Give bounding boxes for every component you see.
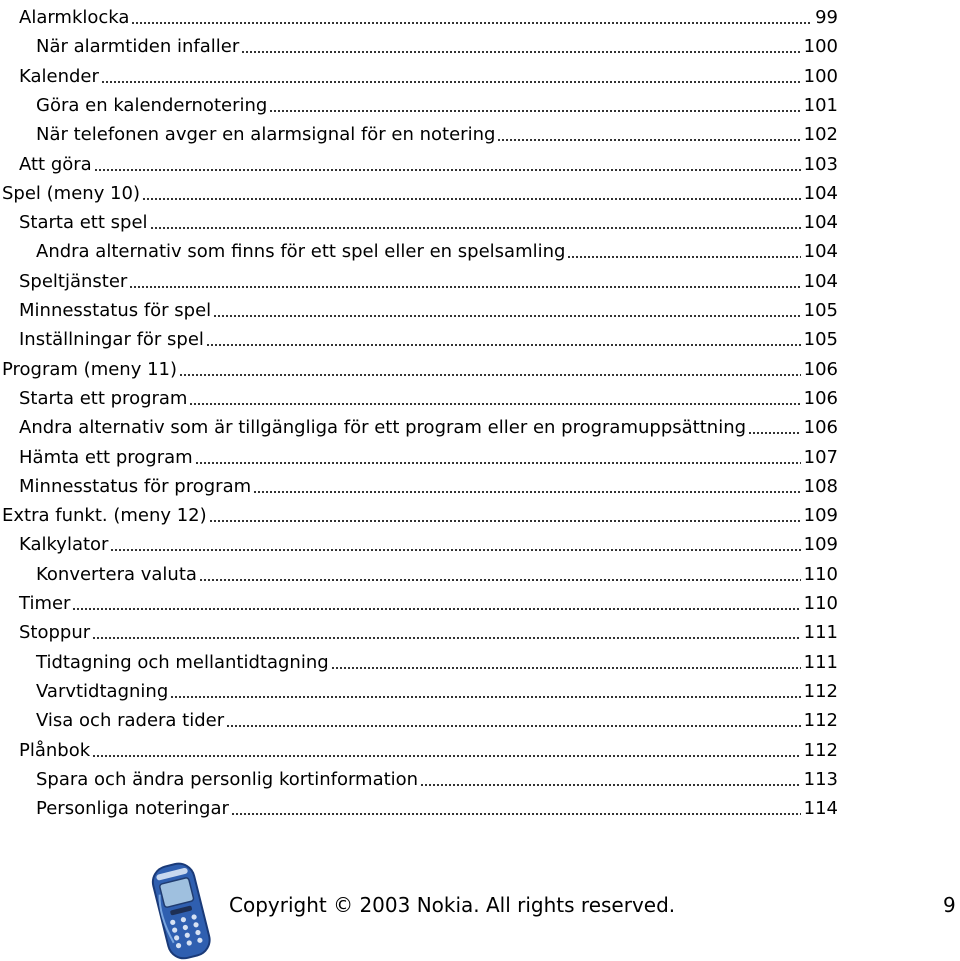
toc-entry bbox=[36, 703, 838, 732]
toc-entry-title: Visa och radera tider bbox=[36, 710, 225, 732]
toc-entry-title: Personliga noteringar bbox=[36, 798, 229, 820]
toc-entry-title: Andra alternativ som är tillgängliga för ett program eller en programuppsättning bbox=[19, 417, 747, 439]
toc-entry-page: 105 bbox=[803, 329, 838, 351]
dot-leader bbox=[189, 403, 800, 405]
toc-entry bbox=[19, 0, 838, 29]
toc-entry-page: 110 bbox=[803, 593, 838, 614]
toc-entry-title: Timer bbox=[19, 593, 71, 614]
toc-entry-title: Starta ett program bbox=[19, 387, 188, 409]
toc-entry-title: Alarmklocka bbox=[19, 7, 130, 28]
dot-leader bbox=[110, 549, 800, 551]
dot-leader bbox=[92, 755, 800, 757]
toc-entry-title: När alarmtiden infaller bbox=[36, 36, 240, 58]
toc-entry-title: Starta ett spel bbox=[19, 212, 148, 234]
page-footer bbox=[0, 860, 960, 961]
toc-entry bbox=[19, 733, 838, 762]
toc-entry-title: Att göra bbox=[19, 153, 92, 175]
toc-entry-page: 106 bbox=[803, 417, 838, 439]
toc-entry bbox=[2, 498, 838, 527]
copyright-notice: Copyright © 2003 Nokia. All rights reserved. bbox=[229, 893, 676, 917]
dot-leader bbox=[748, 432, 801, 434]
dot-leader bbox=[179, 374, 801, 376]
toc-entry bbox=[19, 615, 838, 644]
toc-entry bbox=[19, 410, 838, 439]
toc-entry-page: 112 bbox=[803, 739, 838, 761]
toc-entry-title: Konvertera valuta bbox=[36, 563, 197, 585]
toc-entry-title: Varvtidtagning bbox=[36, 680, 169, 702]
dot-leader bbox=[420, 784, 801, 786]
toc-entry-title: Hämta ett program bbox=[19, 446, 193, 468]
toc-entry-page: 99 bbox=[815, 7, 838, 28]
toc-entry-title: Speltjänster bbox=[19, 270, 128, 292]
dot-leader bbox=[129, 286, 800, 288]
toc-entry-page: 100 bbox=[803, 65, 838, 87]
dot-leader bbox=[269, 110, 800, 112]
toc-entry bbox=[36, 762, 838, 791]
toc-entry bbox=[36, 674, 838, 703]
toc-entry bbox=[19, 469, 838, 498]
page-number: 9 bbox=[943, 893, 956, 917]
toc-entry bbox=[36, 557, 838, 586]
dot-leader bbox=[226, 725, 801, 727]
toc-entry bbox=[19, 586, 838, 615]
dot-leader bbox=[199, 579, 801, 581]
dot-leader bbox=[195, 462, 801, 464]
toc-entry-title: Inställningar för spel bbox=[19, 329, 204, 351]
toc-entry-page: 109 bbox=[803, 505, 838, 527]
dot-leader bbox=[253, 491, 801, 493]
toc-entry-title: Program (meny 11) bbox=[2, 358, 178, 380]
dot-leader bbox=[209, 520, 801, 522]
dot-leader bbox=[206, 344, 801, 346]
nokia-phone-image bbox=[146, 860, 216, 961]
dot-leader bbox=[567, 256, 800, 258]
toc-entry-page: 104 bbox=[803, 270, 838, 292]
toc-entry-title: Minnesstatus för spel bbox=[19, 300, 212, 321]
toc-entry-page: 111 bbox=[803, 622, 838, 644]
toc-entry-title: Spara och ändra personlig kortinformation bbox=[36, 768, 419, 790]
dot-leader bbox=[101, 81, 801, 83]
toc-entry bbox=[19, 264, 838, 293]
dot-leader bbox=[241, 51, 800, 53]
toc-entry bbox=[36, 234, 838, 263]
toc-entry bbox=[19, 440, 838, 469]
toc-entry-title: Extra funkt. (meny 12) bbox=[2, 505, 207, 527]
toc-entry-page: 101 bbox=[803, 94, 838, 116]
dot-leader bbox=[142, 198, 801, 200]
toc-entry-page: 111 bbox=[803, 651, 838, 673]
toc-entry-title: När telefonen avger en alarmsignal för en notering bbox=[36, 124, 496, 146]
toc-entry bbox=[19, 293, 838, 322]
toc-entry-page: 112 bbox=[803, 710, 838, 732]
toc-entry-title: Spel (meny 10) bbox=[2, 182, 140, 204]
toc-entry bbox=[36, 117, 838, 146]
dot-leader bbox=[213, 315, 800, 317]
toc-entry-page: 114 bbox=[803, 798, 838, 820]
toc-entry-page: 100 bbox=[803, 36, 838, 58]
toc-entry-title: Tidtagning och mellantidtagning bbox=[36, 651, 329, 673]
toc-entry-page: 106 bbox=[803, 358, 838, 380]
toc-entry-page: 104 bbox=[803, 212, 838, 234]
toc-entry-title: Göra en kalendernotering bbox=[36, 94, 268, 116]
toc-entry-title: Stoppur bbox=[19, 622, 91, 644]
toc-entry-page: 104 bbox=[803, 241, 838, 263]
toc-entry-page: 112 bbox=[803, 680, 838, 702]
toc-entry bbox=[19, 59, 838, 88]
toc-entry-page: 103 bbox=[803, 153, 838, 175]
toc-entry bbox=[36, 791, 838, 820]
toc-entry-page: 106 bbox=[803, 387, 838, 409]
toc-entry-title: Andra alternativ som finns för ett spel eller en spelsamling bbox=[36, 241, 566, 263]
toc-entry-page: 104 bbox=[803, 182, 838, 204]
toc-entry bbox=[19, 527, 838, 556]
toc-entry bbox=[19, 322, 838, 351]
toc-entry bbox=[36, 29, 838, 58]
toc-entry-page: 108 bbox=[803, 475, 838, 497]
dot-leader bbox=[231, 813, 801, 815]
toc-entry-page: 105 bbox=[803, 300, 838, 321]
toc-entry-title: Plånbok bbox=[19, 739, 91, 761]
toc-entry bbox=[2, 352, 838, 381]
toc-entry-page: 107 bbox=[803, 446, 838, 468]
toc-entry bbox=[36, 645, 838, 674]
toc-entry-page: 109 bbox=[803, 534, 838, 556]
dot-leader bbox=[497, 139, 800, 141]
dot-leader bbox=[331, 667, 801, 669]
toc-entry bbox=[2, 176, 838, 205]
dot-leader bbox=[94, 169, 801, 171]
toc-entry bbox=[36, 88, 838, 117]
dot-leader bbox=[131, 22, 812, 24]
toc-entry-page: 102 bbox=[803, 124, 838, 146]
dot-leader bbox=[170, 696, 800, 698]
toc-entry-title: Minnesstatus för program bbox=[19, 475, 252, 497]
toc-entry-page: 113 bbox=[803, 768, 838, 790]
toc-entry-title: Kalkylator bbox=[19, 534, 109, 556]
toc-entry-title: Kalender bbox=[19, 65, 99, 87]
toc-entry bbox=[19, 147, 838, 176]
toc-entry bbox=[19, 205, 838, 234]
toc-entry bbox=[19, 381, 838, 410]
dot-leader bbox=[72, 608, 800, 610]
toc-entry-page: 110 bbox=[803, 563, 838, 585]
dot-leader bbox=[92, 637, 800, 639]
dot-leader bbox=[150, 227, 801, 229]
